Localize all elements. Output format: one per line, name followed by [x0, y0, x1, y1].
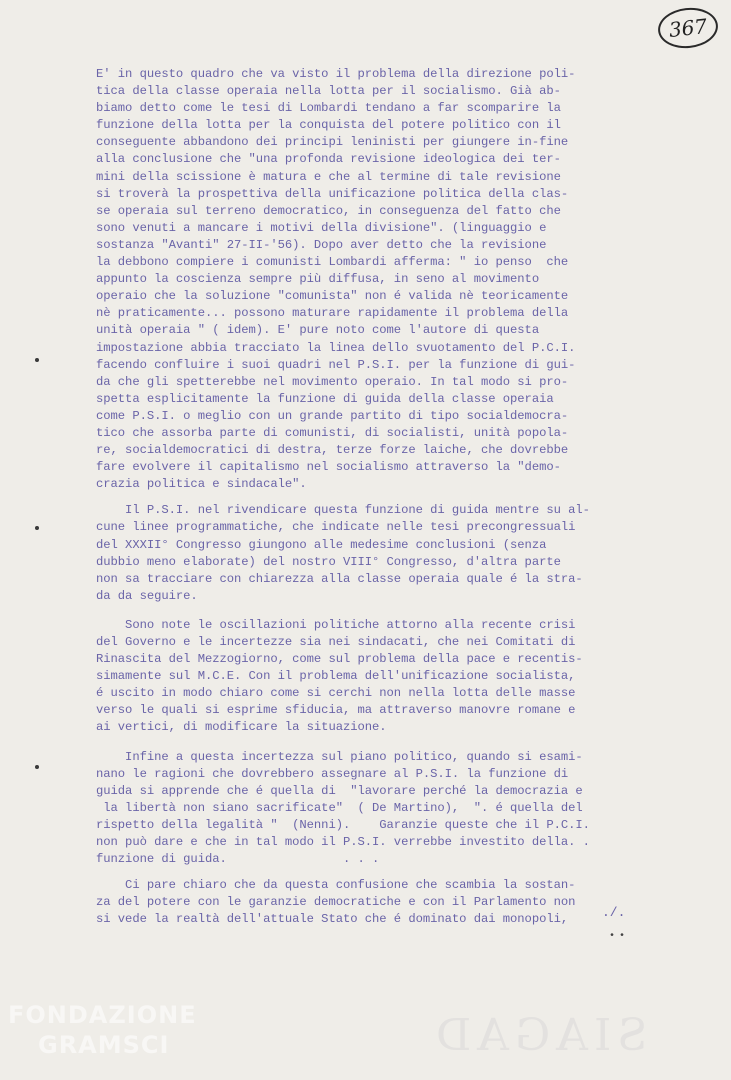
text-line: non può dare e che in tal modo il P.S.I. verrebbe investito della. . [96, 835, 590, 850]
text-line: crazia politica e sindacale". [96, 477, 307, 492]
text-line: del Governo e le incertezze sia nei sindacati, che nei Comitati di [96, 635, 576, 649]
text-line: ai vertici, di modificare la situazione. [96, 720, 387, 735]
bleed-through-text: SIAGAD [430, 1010, 648, 1061]
text-line: cune linee programmatiche, che indicate nelle tesi precongressuali [96, 520, 576, 535]
text-line: guida si apprende che é quella di "lavorare perché la democrazia e [96, 783, 583, 798]
text-line: Il P.S.I. nel rivendicare questa funzione di guida mentre su al- [96, 503, 590, 518]
text-line: funzione della lotta per la conquista del potere politico con il [96, 118, 561, 133]
archive-watermark-logo [8, 1000, 197, 1060]
continuation-dots: •• [609, 931, 630, 942]
text-line: funzione di guida. . . . [96, 852, 380, 867]
text-line: spetta esplicitamente la funzione di guida della classe operaia [96, 391, 554, 406]
text-line: sono venuti a mancare i motivi della divisione". (linguaggio e [96, 220, 547, 235]
text-line: da da seguire. [96, 588, 198, 603]
text-line: del XXXII° Congresso giungono alle medesime conclusioni (senza [96, 537, 547, 552]
text-line: la debbono compiere i comunisti Lombardi afferma: " io penso che [96, 255, 569, 270]
text-line: E' in questo quadro che va visto il problema della direzione poli- [96, 67, 576, 81]
text-line: facendo confluire i suoi quadri nel P.S.I. per la funzione di gui- [96, 357, 576, 372]
text-line: nano le ragioni che dovrebbero assegnare al P.S.I. la funzione di [96, 766, 569, 781]
text-line: si troverà la prospettiva della unificazione politica della clas- [96, 186, 569, 201]
margin-dot [35, 526, 39, 530]
page-number: 367 [656, 5, 720, 51]
watermark-line-1: FONDAZIONE [8, 1001, 197, 1029]
text-line: rispetto della legalità " (Nenni). Garanzie queste che il P.C.I. [96, 817, 590, 832]
text-line: Ci pare chiaro che da questa confusione che scambia la sostan- [96, 878, 576, 893]
text-line: operaio che la soluzione "comunista" non é valida nè teoricamente [96, 289, 569, 304]
watermark-line-2: GRAMSCI [38, 1031, 170, 1059]
text-line: come P.S.I. o meglio con un grande partito di tipo socialdemocra- [96, 408, 569, 423]
text-line: re, socialdemocratici di destra, terze forze laiche, che dovrebbe [96, 443, 569, 458]
paragraph-3 [96, 617, 696, 737]
text-line: alla conclusione che "una profonda revisione ideologica dei ter- [96, 152, 561, 167]
text-line: simamente sul M.C.E. Con il problema dell'unificazione socialista, [96, 669, 576, 684]
paragraph-5 [96, 877, 696, 928]
text-line: Sono note le oscillazioni politiche attorno alla recente crisi [96, 617, 576, 632]
text-line: mini della scissione è matura e che al termine di tale revisione [96, 169, 561, 184]
text-line: nè praticamente... possono maturare rapidamente il problema della [96, 306, 569, 321]
paragraph-1 [96, 66, 696, 493]
text-line: fare evolvere il capitalismo nel socialismo attraverso la "demo- [96, 460, 561, 475]
text-line: Infine a questa incertezza sul piano politico, quando si esami- [96, 749, 583, 764]
text-line: dubbio meno elaborate) del nostro VIII° Congresso, d'altra parte [96, 554, 561, 569]
text-line: tica della classe operaia nella lotta per il socialismo. Già ab- [96, 84, 561, 99]
text-line: verso le quali si esprime sfiducia, ma attraverso manovre romane e [96, 703, 576, 718]
paragraph-2 [96, 502, 696, 605]
continuation-mark: ./. [602, 905, 626, 920]
text-line: se operaia sul terreno democratico, in conseguenza del fatto che [96, 203, 561, 218]
text-line: appunto la coscienza sempre più diffusa, in seno al movimento [96, 272, 540, 287]
text-line: za del potere con le garanzie democratiche e con il Parlamento non [96, 895, 576, 910]
text-line: biamo detto come le tesi di Lombardi tendano a far scomparire la [96, 101, 561, 116]
text-line: tico che assorba parte di comunisti, di socialisti, unità popola- [96, 425, 569, 440]
text-line: da che gli spetterebbe nel movimento operaio. In tal modo si pro- [96, 374, 569, 389]
text-line: Rinascita del Mezzogiorno, come sul problema della pace e recentis- [96, 652, 583, 667]
text-line: é uscito in modo chiaro come si cerchi non nella lotta delle masse [96, 686, 576, 701]
text-line: conseguente abbandono dei principi leninisti per giungere in-fine [96, 135, 569, 150]
margin-dot [35, 358, 39, 362]
text-line: unità operaia " ( idem). E' pure noto come l'autore di questa [96, 323, 540, 338]
text-line: sostanza "Avanti" 27-II-'56). Dopo aver detto che la revisione [96, 237, 547, 252]
margin-dot [35, 765, 39, 769]
text-line: impostazione abbia tracciato la linea dello svuotamento del P.C.I. [96, 340, 576, 355]
text-line: si vede la realtà dell'attuale Stato che é dominato dai monopoli, [96, 912, 569, 927]
text-line: la libertà non siano sacrificate" ( De Martino), ". é quella del [96, 800, 583, 815]
paragraph-4 [96, 749, 696, 869]
text-line: non sa tracciare con chiarezza alla classe operaia quale é la stra- [96, 571, 583, 586]
typewritten-text [96, 66, 696, 929]
